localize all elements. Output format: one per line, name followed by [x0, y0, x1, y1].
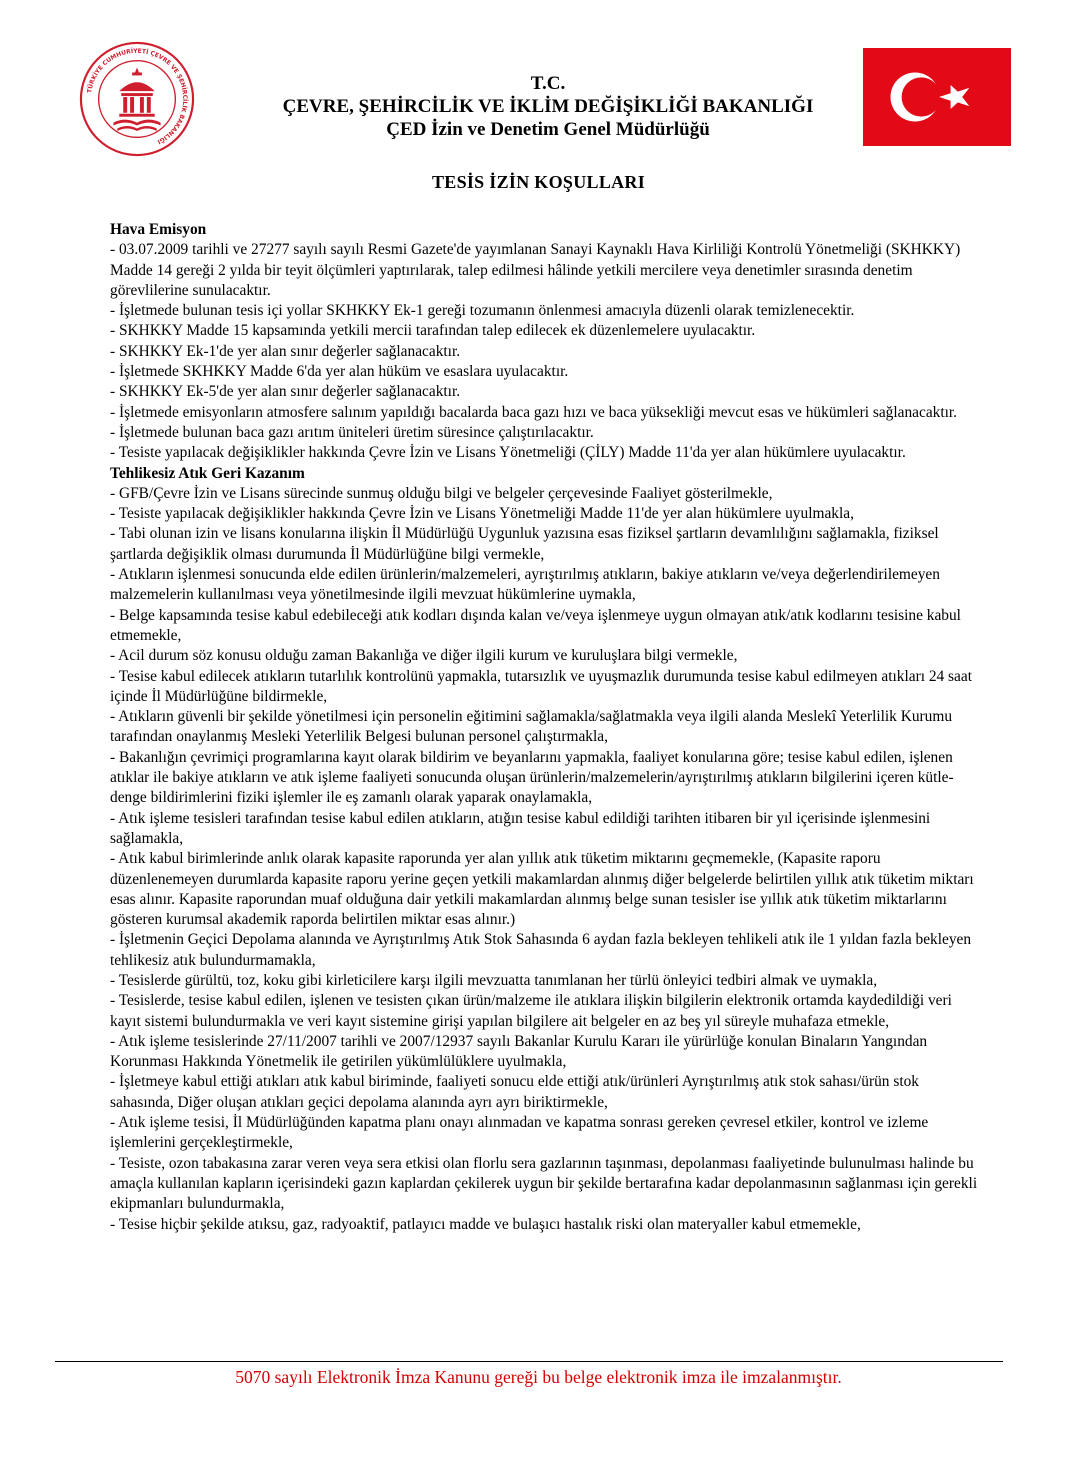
condition-item: - 03.07.2009 tarihli ve 27277 sayılı sayılı Resmi Gazete'de yayımlanan Sanayi Kaynaklı Hava Kirliliği Kontrolü Yönetmeliği (SKHKKY) Madde 14 gereği 2 yılda bir teyit ölçümleri yaptırılarak, talep edilmesi hâlinde yetkili mercilere veya denetimler sırasında denetim görevlilerine sunulacaktır. [110, 241, 961, 299]
condition-item: - SKHKKY Ek-1'de yer alan sınır değerler sağlanacaktır. [110, 342, 461, 360]
condition-item: - Tabi olunan izin ve lisans konularına ilişkin İl Müdürlüğü Uygunluk yazısına esas fiziksel şartların devamlılığını sağlamakla, fiziksel şartlarda değişiklik olması durumunda İl Müdürlüğüne bilgi vermekle, [110, 525, 939, 563]
header-directorate-name: ÇED İzin ve Denetim Genel Müdürlüğü [386, 119, 710, 140]
document-title: TESİS İZİN KOŞULLARI [431, 172, 646, 192]
e-signature-notice: 5070 sayılı Elektronik İmza Kanunu gereği bu belge elektronik imza ile imzalanmıştır. [235, 1367, 842, 1387]
condition-item: - SKHKKY Ek-5'de yer alan sınır değerler sağlanacaktır. [110, 383, 461, 401]
condition-item: - SKHKKY Madde 15 kapsamında yetkili mercii tarafından talep edilecek ek düzenlemelere uyulacaktır. [110, 322, 756, 340]
header-line-tc: T.C. [530, 73, 566, 94]
section-heading: Tehlikesiz Atık Geri Kazanım [110, 464, 305, 482]
condition-item: - İşletmede SKHKKY Madde 6'da yer alan hüküm ve esaslara uyulacaktır. [110, 363, 569, 381]
condition-item: - Atık işleme tesislerinde 27/11/2007 tarihli ve 2007/12937 sayılı Bakanlar Kurulu Kararı ile yürürlüğe konulan Binaların Yangından Korunması Hakkında Yönetmelik ile getirilen yükümlülüklere uyulmakla, [110, 1032, 928, 1071]
condition-item: - İşletmeye kabul ettiği atıkları atık kabul biriminde, faaliyeti sonucu elde ettiği atık/ürünleri Ayrıştırılmış atık stok sahası/ürün stok sahasında, Diğer oluşan atıkları geçici depolama alanında ayrı ayrı biriktirmekle, [110, 1073, 919, 1111]
condition-item: - Atıkların işlenmesi sonucunda elde edilen ürünlerin/malzemeleri, ayrıştırılmış atıkların, bakiye atıkların ve/veya değerlendirilemeyen malzemelerin kullanılması veya yönetilmesinde ilgili mevzuat hükümlerine uymakla, [110, 566, 940, 604]
condition-item: - Tesislerde, tesise kabul edilen, işlenen ve tesisten çıkan ürün/malzeme ile atıklara ilişkin bilgilerin elektronik ortamda kaydedildiği veri kayıt sistemi bulundurmakla ve veri kayıt sistemine girişi yapılan bilgilere ait belgeler en az beş yıl süreyle muhafaza etmekle, [110, 992, 952, 1030]
turkish-flag-icon [863, 48, 1011, 146]
condition-item: - Tesise kabul edilecek atıkların tutarlılık kontrolünü yapmakla, tutarsızlık ve uyuşmazlık durumunda tesise kabul edilmeyen atıkları 24 saat içinde İl Müdürlüğüne bildirmekle, [110, 667, 972, 705]
document-header [0, 0, 1077, 170]
condition-item: - Atık kabul birimlerinde anlık olarak kapasite raporunda yer alan yıllık atık tüketim miktarını geçmemekle, (Kapasite raporu düzenlenemeyen durumlarda kapasite raporu yerine geçen yetkili makamlardan alınmış diğer belgelerde belirtilen yıllık atık tüketim miktarı esas alınır. Kapasite raporundan muaf olduğuna dair yetkili makamlardan alınmış belge sunan tesisler ise yıllık atık tüketim miktarlarını gösteren kurumsal akademik raporda belirtilen miktar esas alınır.) [110, 850, 974, 929]
section-heading: Hava Emisyon [110, 221, 207, 238]
header-ministry-name: ÇEVRE, ŞEHİRCİLİK VE İKLİM DEĞİŞİKLİĞİ BAKANLIĞI [282, 96, 814, 117]
condition-item: - Atık işleme tesisleri tarafından tesise kabul edilen atıkların, atığın tesise kabul edildiği tarihten itibaren bir yıl içerisinde işlenmesini sağlamakla, [110, 809, 931, 847]
condition-item: - Bakanlığın çevrimiçi programlarına kayıt olarak bildirim ve beyanlarını yapmakla, faaliyet konularına göre; tesise kabul edilen, işlenen atıklar ile bakiye atıkların ve atık işleme faaliyeti sonucunda oluşan ürünlerin/malzemelerin/ayrıştırılmış atıkların bilgilerini içeren kütle-denge bildirimlerini fiziki işlemler ile eş zamanlı olarak yaparak onaylamakla, [110, 748, 954, 807]
condition-item: - Belge kapsamında tesise kabul edebileceği atık kodları dışında kalan ve/veya işlenmeye uygun olmayan atık/atık kodlarını tesisine kabul etmemekle, [110, 606, 961, 644]
document-body [110, 220, 980, 1235]
condition-item: - Atıkların güvenli bir şekilde yönetilmesi için personelin eğitimini sağlamakla/sağlatmakla veya ilgili alanda Meslekî Yeterlilik Kurumu tarafından onaylanmış Mesleki Yeterlilik Belgesi bulunan personel çalıştırmakla, [110, 708, 953, 746]
condition-item: - Acil durum söz konusu olduğu zaman Bakanlığa ve diğer ilgili kurum ve kuruluşlara bilgi vermekle, [110, 647, 738, 665]
ministry-seal-icon [78, 40, 196, 158]
condition-item: - Tesise hiçbir şekilde atıksu, gaz, radyoaktif, patlayıcı madde ve bulaşıcı hastalık riski olan materyaller kabul etmemekle, [110, 1215, 861, 1233]
condition-item: - Tesiste, ozon tabakasına zarar veren veya sera etkisi olan florlu sera gazlarının taşınması, depolanması faaliyetinde bulunulması halinde bu amaçla kullanılan kapların içerisindeki gazın kaplardan çekilerek uygun bir şekilde bertarafına kadar depolanmasının sağlanması için gerekli ekipmanları bulundurmakla, [110, 1154, 978, 1213]
footer-divider [55, 1361, 1003, 1362]
condition-item: - İşletmenin Geçici Depolama alanında ve Ayrıştırılmış Atık Stok Sahasında 6 aydan fazla bekleyen tehlikeli atık ile 1 yıldan fazla bekleyen tehlikesiz atık bulundurmamakla, [110, 931, 972, 969]
condition-item: - İşletmede bulunan tesis içi yollar SKHKKY Ek-1 gereği tozumanın önlenmesi amacıyla düzenli olarak temizlenecektir. [110, 302, 855, 320]
condition-item: - İşletmede bulunan baca gazı arıtım üniteleri üretim süresince çalıştırılacaktır. [110, 423, 594, 441]
seal-ring-text: TÜRKİYE CUMHURİYETİ ÇEVRE VE ŞEHİRCİLİK BAKANLIĞI [86, 47, 189, 146]
condition-item: - GFB/Çevre İzin ve Lisans sürecinde sunmuş olduğu bilgi ve belgeler çerçevesinde Faaliyet gösterilmekle, [110, 484, 773, 502]
header-titles [200, 72, 896, 141]
condition-item: - Tesiste yapılacak değişiklikler hakkında Çevre İzin ve Lisans Yönetmeliği (ÇİLY) Madde 11'da yer alan hükümlere uyulacaktır. [110, 444, 906, 462]
condition-item: - Atık işleme tesisi, İl Müdürlüğünden kapatma planı onayı alınmadan ve kapatma sonrası gereken çevresel etkiler, kontrol ve izleme işlemlerini gerçekleştirmekle, [110, 1114, 929, 1152]
condition-item: - Tesislerde gürültü, toz, koku gibi kirleticilere karşı ilgili mevzuatta tanımlanan her türlü önleyici tedbiri almak ve uymakla, [110, 971, 878, 989]
condition-item: - Tesiste yapılacak değişiklikler hakkında Çevre İzin ve Lisans Yönetmeliği Madde 11'de yer alan hükümlere uyulmakla, [110, 505, 854, 523]
condition-item: - İşletmede emisyonların atmosfere salınım yapıldığı bacalarda baca gazı hızı ve baca yüksekliği mevcut esas ve hükümleri sağlanacaktır. [110, 403, 958, 421]
